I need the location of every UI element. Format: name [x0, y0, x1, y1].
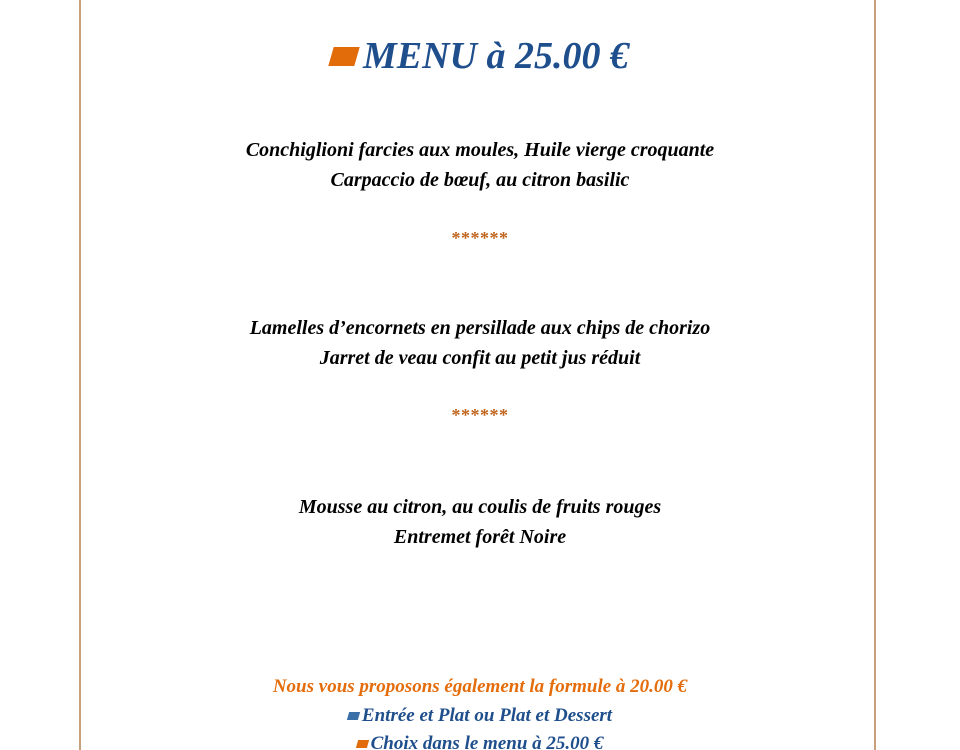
course-separator: ******: [451, 228, 509, 248]
menu-title-text: MENU à 25.00 €: [362, 35, 630, 77]
formula-option-text: Entrée et Plat ou Plat et Dessert: [361, 705, 613, 726]
square-bullet-icon: [355, 740, 368, 748]
formula-option: [0, 731, 960, 750]
square-bullet-icon: [347, 712, 360, 720]
course-separator: ******: [451, 405, 509, 425]
page-border: [79, 0, 876, 750]
starter-item: Conchiglioni farcies aux moules, Huile vierge croquante: [245, 139, 715, 161]
square-bullet-icon: [328, 47, 359, 66]
menu-title: [0, 34, 960, 78]
formula-option-text: Choix dans le menu à 25.00 €: [370, 733, 604, 750]
formula-note: Nous vous proposons également la formule à 20.00 €: [272, 676, 688, 697]
dessert-item: Entremet forêt Noire: [393, 526, 567, 548]
formula-option: [0, 703, 960, 729]
main-course-item: Lamelles d’encornets en persillade aux chips de chorizo: [249, 317, 711, 339]
main-course-item: Jarret de veau confit au petit jus réduit: [319, 347, 641, 369]
dessert-item: Mousse au citron, au coulis de fruits rouges: [298, 496, 662, 518]
starter-item: Carpaccio de bœuf, au citron basilic: [330, 169, 630, 191]
